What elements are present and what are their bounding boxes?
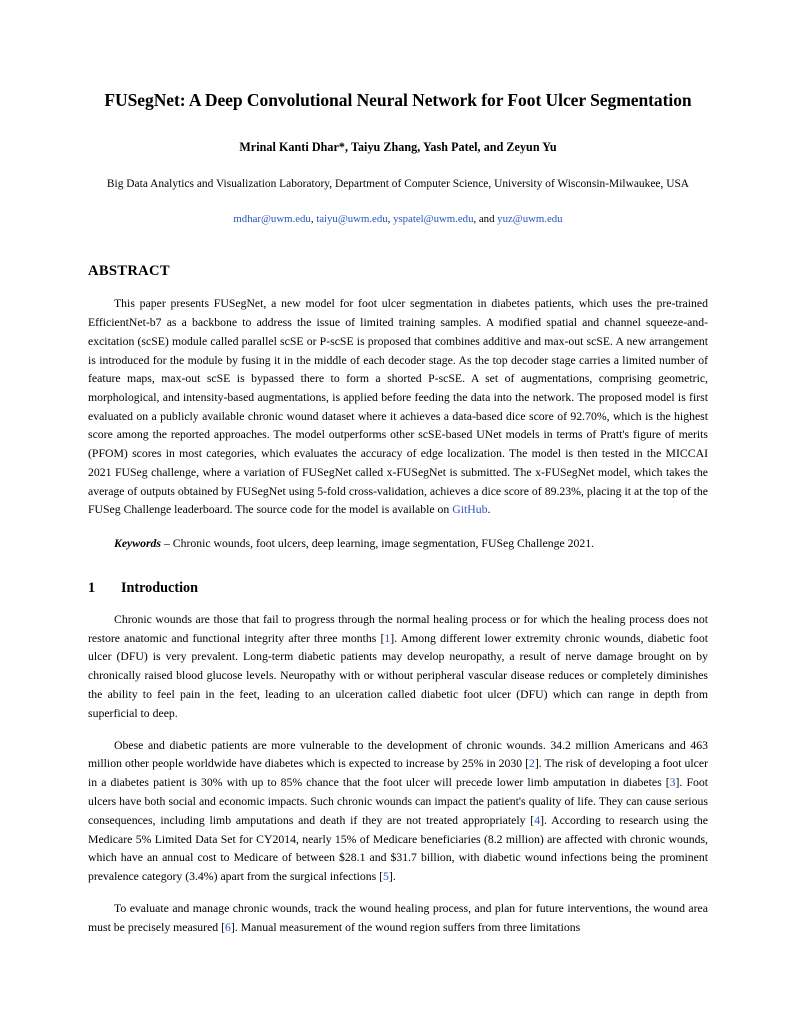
paragraph: [88, 724, 708, 887]
keywords-dash: –: [161, 537, 173, 551]
citation-link[interactable]: 4: [534, 813, 541, 827]
paragraph-text: ]. Foot ulcers have both social and economic impacts. Such chronic wounds can impact the patient's quality of life. They can cause serious consequences, including limb amputations and death if they are not treated appropriately [: [88, 776, 708, 827]
introduction-body: [88, 597, 708, 938]
paragraph-text: ].: [388, 870, 396, 884]
citation-link[interactable]: 2: [529, 757, 535, 771]
email-link-mdhar[interactable]: mdhar@uwm.edu: [233, 213, 311, 226]
email-link-taiyu[interactable]: taiyu@uwm.edu: [316, 213, 388, 226]
paragraph-text: To evaluate and manage chronic wounds, track the wound healing process, and plan for future interventions, the wound area must be precisely measured [: [88, 902, 708, 934]
email-separator: , and: [473, 213, 498, 226]
paragraph-text: ]. According to research using the Medicare 5% Limited Data Set for CY2014, nearly 15% of Medicare beneficiaries (8.2 million) are affected with chronic wounds, which have an annual cost to Medicare of between $28.1 and $31.7 billion, with diabetic wound infections being the prominent prevalence category (3.4%) apart from the surgical infections [: [88, 813, 708, 884]
email-separator: ,: [387, 213, 394, 226]
paragraph-text: ]. Among different lower extremity chronic wounds, diabetic foot ulcer (DFU) is very prevalent. Long-term diabetic patients may develop neuropathy, a result of nerve damage brought on by chronically raised blood glucose levels. Neuropathy with or without peripheral vascular disease reduces or completely diminishes the ability to feel pain in the feet, leading to an ulceration called diabetic foot ulcer (DFU) which can range in depth from superficial to deep.: [88, 631, 708, 720]
paragraph-text: Obese and diabetic patients are more vulnerable to the development of chronic wounds. 34.2 million Americans and 463 million other people worldwide have diabetes which is expected to increase by 25% in 2030 [: [88, 738, 708, 771]
page-title: FUSegNet: A Deep Convolutional Neural Network for Foot Ulcer Segmentation: [104, 90, 692, 110]
paragraph-text: ]. The risk of developing a foot ulcer in a diabetes patient is 30% with up to 85% chance that the foot ulcer will precede lower limb amputation in diabetes [: [88, 757, 708, 790]
email-link-yspatel[interactable]: yspatel@uwm.edu: [393, 213, 474, 226]
keywords-label: Keywords: [114, 537, 161, 551]
section-heading-introduction: [88, 554, 708, 597]
citation-link[interactable]: 3: [669, 776, 676, 790]
abstract-text-main: This paper presents FUSegNet, a new model for foot ulcer segmentation in diabetes patients, which uses the pre-trained EfficientNet-b7 as a backbone to address the issue of limited training samples. A modified spatial and channel squeeze-and-excitation (scSE) module called parallel scSE or P-scSE is proposed that combines additive and max-out scSE. A new arrangement is introduced for the module by fusing it in the middle of each decoder stage. As the top decoder stage carries a limited number of feature maps, max-out scSE is bypassed there to form a shorted P-scSE. A set of augmentations, comprising geometric, morphological, and intensity-based augmentations, is applied before feeding the data into the network. The proposed model is first evaluated on a publicly available chronic wound dataset where it achieves a data-based dice score of 92.70%, which is the highest score among the reported approaches. The model outperforms other scSE-based UNet models in terms of Pratt's figure of merits (PFOM) scores in most categories, which evaluates the accuracy of edge localization. The model is then tested in the MICCAI 2021 FUSeg challenge, where a variation of FUSegNet called x-FUSegNet is submitted. The x-FUSegNet model, which takes the average of outputs obtained by FUSegNet using 5-fold cross-validation, achieves a dice score of 89.23%, placing it at the top of the FUSeg Challenge leaderboard. The source code for the model is available on: [88, 297, 708, 517]
paragraph: [88, 597, 708, 724]
citation-link[interactable]: 5: [383, 870, 389, 884]
email-separator: ,: [310, 213, 317, 226]
section-title: Introduction: [121, 579, 198, 596]
author-list: Mrinal Kanti Dhar*, Taiyu Zhang, Yash Patel, and Zeyun Yu: [239, 139, 557, 154]
abstract-text-end: .: [487, 503, 491, 517]
section-number: 1: [88, 579, 96, 596]
citation-link[interactable]: 6: [225, 920, 231, 934]
paragraph: [88, 887, 708, 938]
page-content: [88, 0, 708, 938]
keywords-line: [88, 520, 708, 554]
affiliation: Big Data Analytics and Visualization Laboratory, Department of Computer Science, University of Wisconsin-Milwaukee, USA: [106, 177, 690, 190]
email-list: [88, 193, 708, 225]
abstract-heading: ABSTRACT: [88, 263, 170, 280]
github-link[interactable]: GitHub: [452, 503, 488, 517]
abstract-body: [88, 280, 708, 520]
email-link-yuz[interactable]: yuz@uwm.edu: [497, 213, 563, 226]
keywords-list: Chronic wounds, foot ulcers, deep learning, image segmentation, FUSeg Challenge 2021.: [172, 537, 595, 551]
citation-link[interactable]: 1: [384, 631, 391, 645]
paragraph-text: Chronic wounds are those that fail to progress through the normal healing process or for which the healing process does not restore anatomic and functional integrity after three months [: [88, 612, 708, 645]
paragraph-text: ]. Manual measurement of the wound region suffers from three limitations: [230, 920, 581, 934]
